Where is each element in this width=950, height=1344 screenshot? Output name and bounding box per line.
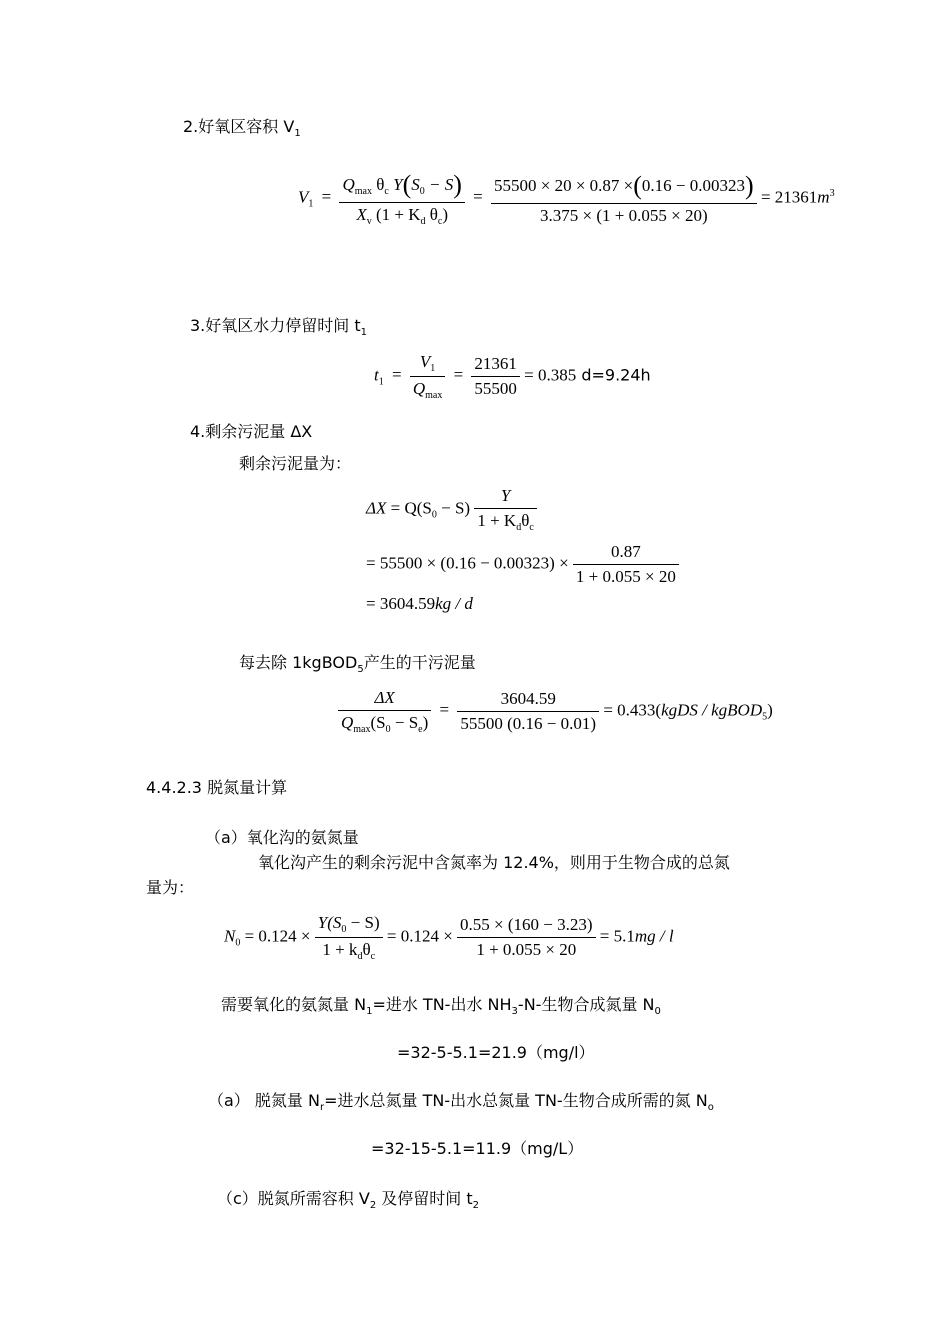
equation-aerobic-volume: $V_1$ = $\frac{Q_{max} \theta_c Y(S_0 - S)}{X_v (1 + K_d \theta_c)}$ = $\frac{55500 \times 20 \times 0.87 \times(0.16 - 0.00323)}{3.375 \times (1 + 0.055 \times 20)}$ = $21361m^3$ xyxy=(298,170,835,227)
equation-excess-sludge-line3: = 3604.59kg / d xyxy=(366,594,473,613)
equation-excess-sludge-line1: $\Delta X = Q(S_0 - S)$ $\frac{Y}{1 + K_d\theta_c}$ xyxy=(366,486,537,533)
text-denitrification-amount: （a） 脱氮量 $N_r=$进水总氮量 TN-出水总氮量 TN-生物合成所需的氮 $N_o$ xyxy=(208,1091,714,1113)
fraction-symbolic: $\frac{Q_{max} \theta_c Y(S_0 - S)}{X_v (1 + K_d \theta_c)}$ xyxy=(339,170,464,227)
text-oxidized-ammonia: 需要氧化的氨氮量 $N_1=$进水 TN-出水 $NH_3-N-$生物合成氮量 $N_0$ xyxy=(221,995,661,1017)
heading-denitrification-volume: （c）脱氮所需容积 $V_2$ 及停留时间 $t_2$ xyxy=(217,1189,480,1211)
equation-excess-sludge-line2: = 55500 × (0.16 − 0.00323) × $\frac{0.87}{1 + 0.055 \times 20}$ xyxy=(366,542,679,587)
intro-excess-sludge: 剩余污泥量为： xyxy=(239,454,352,473)
text-dry-sludge: 每去除 1kgBOD$_5$产生的干污泥量 xyxy=(239,653,476,675)
fraction-numeric: $\frac{55500 \times 20 \times 0.87 \times(0.16 - 0.00323)}{3.375 \times (1 + 0.055 \times 20)}$ xyxy=(491,171,757,226)
heading-aerobic-volume: 2.好氧区容积 $V_1$ xyxy=(183,117,301,139)
equation-aerobic-hrt: $t_1$ = $\frac{V_1}{Q_{max}}$ = $\frac{21361}{55500}$ = 0.385 d=9.24h xyxy=(374,352,651,401)
heading-excess-sludge: 4.剩余污泥量 ΔX xyxy=(190,422,313,441)
heading-aerobic-hrt: 3.好氧区水力停留时间 $t_1$ xyxy=(190,316,368,338)
calc-denitrification-amount: =32-15-5.1=11.9（mg/L） xyxy=(371,1139,584,1158)
equation-dry-sludge: $\frac{\Delta X}{Q_{max}(S_0 - S_e)}$ = $\frac{3604.59}{55500 (0.16 - 0.01)}$ = 0.433(kgDS / kgBOD$_5$) xyxy=(338,688,773,735)
paragraph-nitrogen-2: 量为： xyxy=(146,878,195,897)
calc-oxidized-ammonia: =32-5-5.1=21.9（mg/l） xyxy=(397,1043,595,1062)
paragraph-nitrogen-1: 氧化沟产生的剩余污泥中含氮率为 12.4%，则用于生物合成的总氮 xyxy=(258,853,730,872)
heading-ammonia: （a）氧化沟的氨氮量 xyxy=(205,828,359,847)
heading-denitrification: 4.4.2.3 脱氮量计算 xyxy=(146,778,288,797)
equation-nitrogen-synthesis: $N_0 = 0.124$ × $\frac{Y(S_0 - S)}{1 + k_d\theta_c}$ = 0.124 × $\frac{0.55 \times (160 - 3.23)}{1 + 0.055 \times 20}$ = 5.1mg / l xyxy=(224,913,674,962)
